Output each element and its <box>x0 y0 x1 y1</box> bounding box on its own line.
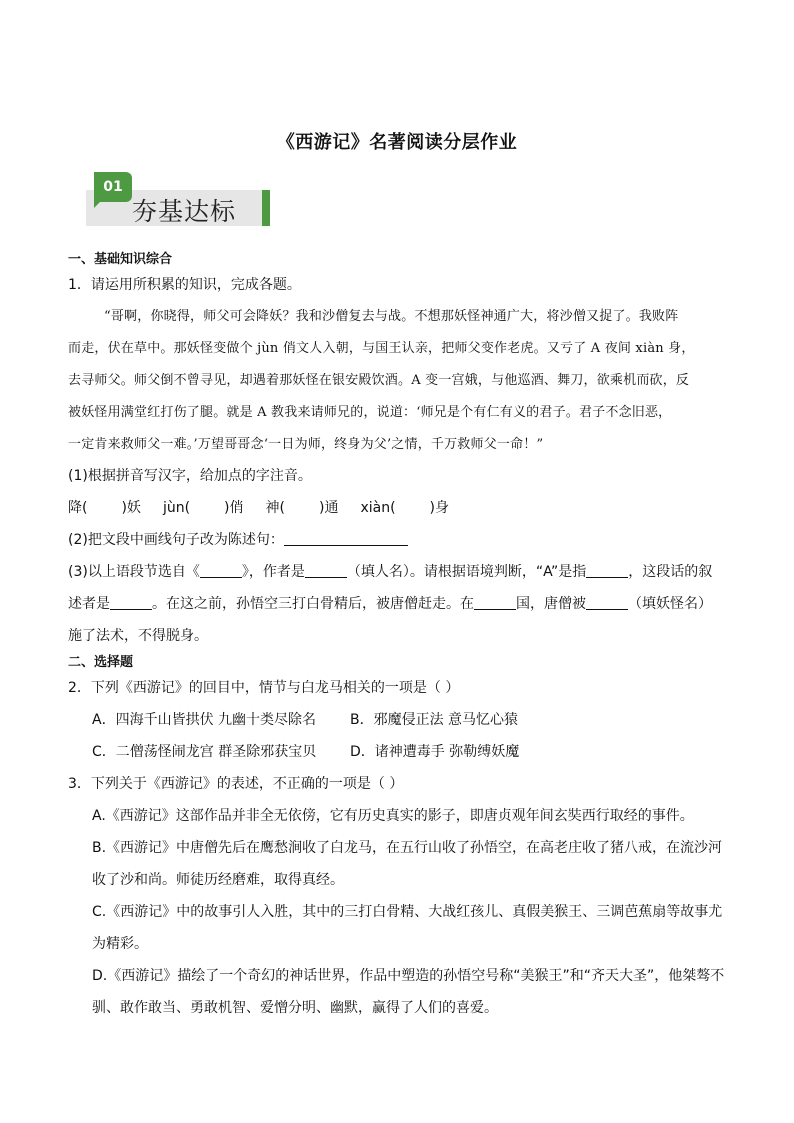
q1-sub3-row1 <box>68 561 712 581</box>
answer-blank[interactable] <box>474 595 516 610</box>
section-banner <box>86 172 272 228</box>
pinyin-a: 降( <box>68 500 88 516</box>
q1-sub3-text: ，这段话的叙 <box>628 564 713 580</box>
q3-option-b[interactable]: B.《西游记》中唐僧先后在鹰愁涧收了白龙马，在五行山收了孙悟空，在高老庄收了猪八戒，在流沙河 <box>92 840 723 856</box>
q1-sub2-row <box>68 529 408 549</box>
q3-option-c[interactable]: C.《西游记》中的故事引人入胜，其中的三打白骨精、大战红孩儿、真假美猴王、三调芭蕉扇等故事尤 <box>92 904 723 920</box>
q1-sub3-text: 》，作者是 <box>241 564 305 580</box>
q1-sub3-row3: 施了法术，不得脱身。 <box>68 628 208 644</box>
badge-tail-icon <box>94 200 102 208</box>
q3-stem: 3．下列关于《西游记》的表述，不正确的一项是（ ） <box>68 776 404 792</box>
pinyin-f: )通 <box>318 500 339 516</box>
q1-sub3-text: （填妖怪名） <box>628 596 712 612</box>
q1-sub3-text: 国，唐僧被 <box>516 596 586 612</box>
q2-option-d[interactable]: D．诸神遭毒手 弥勒缚妖魔 <box>350 744 520 760</box>
passage-line-5: 一定肯来救师父一难。’万望哥哥念‘一日为师，终身为父’之情，千万救师父一命！” <box>68 437 544 452</box>
q1-sub3-text: (3)以上语段节选自《 <box>68 564 200 580</box>
pinyin-row <box>68 497 449 517</box>
answer-blank[interactable] <box>284 531 408 546</box>
answer-blank[interactable] <box>586 563 628 578</box>
passage-line-2: 而走，伏在草中。那妖怪变做个 jùn 俏文人入朝，与国王认亲，把师父变作老虎。又亏了 A 夜间 xiàn 身， <box>68 341 695 356</box>
answer-blank[interactable] <box>305 563 347 578</box>
banner-number-badge: 01 <box>94 172 132 202</box>
q3-option-c-cont: 为精彩。 <box>92 936 148 952</box>
q1-sub3-text: 。在这之前，孙悟空三打白骨精后，被唐僧赶走。在 <box>152 596 474 612</box>
q1-sub3-text: （填人名）。请根据语境判断，“A”是指 <box>346 564 587 580</box>
q2-option-b[interactable]: B．邪魔侵正法 意马忆心猿 <box>350 712 519 728</box>
pinyin-e: 神( <box>265 500 285 516</box>
banner-label: 夯基达标 <box>132 197 237 226</box>
q1-sub3-row2 <box>68 593 712 613</box>
pinyin-h: )身 <box>429 500 450 516</box>
q3-option-b-cont: 收了沙和尚。师徒历经磨难，取得真经。 <box>92 872 344 888</box>
section2-heading: 二、选择题 <box>68 655 134 670</box>
page-title: 《西游记》名著阅读分层作业 <box>276 132 518 153</box>
q1-sub3-text: 述者是 <box>68 596 110 612</box>
q1-sub1: (1)根据拼音写汉字，给加点的字注音。 <box>68 468 312 484</box>
section1-heading: 一、基础知识综合 <box>68 252 173 267</box>
answer-blank[interactable] <box>586 595 628 610</box>
q1-stem: 1．请运用所积累的知识，完成各题。 <box>68 277 301 293</box>
q2-stem: 2．下列《西游记》的回目中，情节与白龙马相关的一项是（ ） <box>68 680 460 696</box>
pinyin-d: )俏 <box>224 500 244 516</box>
q3-option-d[interactable]: D.《西游记》描绘了一个奇幻的神话世界，作品中塑造的孙悟空号称“美猴王”和“齐天大圣”，他桀骜不 <box>92 968 725 984</box>
answer-blank[interactable] <box>110 595 152 610</box>
pinyin-b: )妖 <box>121 500 141 516</box>
banner-accent-bar <box>262 190 270 226</box>
q1-sub2: (2)把文段中画线句子改为陈述句： <box>68 532 284 548</box>
pinyin-c: jùn( <box>162 500 191 516</box>
q3-option-d-cont: 驯、敢作敢当、勇敢机智、爱憎分明、幽默，赢得了人们的喜爱。 <box>92 1000 498 1016</box>
q3-option-a[interactable]: A.《西游记》这部作品并非全无依傍，它有历史真实的影子，即唐贞观年间玄奘西行取经的事件。 <box>92 808 694 824</box>
q2-option-c[interactable]: C．二僧荡怪闹龙宫 群圣除邪获宝贝 <box>92 744 317 760</box>
passage-line-1: “哥啊，你晓得，师父可会降妖？我和沙僧复去与战。不想那妖怪神通广大，将沙僧又捉了。我败阵 <box>104 309 679 324</box>
pinyin-g: xiàn( <box>360 500 396 516</box>
answer-blank[interactable] <box>200 563 242 578</box>
q2-option-a[interactable]: A．四海千山皆拱伏 九幽十类尽除名 <box>92 712 317 728</box>
passage-line-4: 被妖怪用满堂红打伤了腿。就是 A 教我来请师兄的，说道：‘师兄是个有仁有义的君子。君子不念旧恶， <box>68 405 672 420</box>
passage-line-3: 去寻师父。师父倒不曾寻见，却遇着那妖怪在银安殿饮酒。A 变一宫娥，与他巡酒、舞刀，欲乘机而砍，反 <box>68 373 690 388</box>
